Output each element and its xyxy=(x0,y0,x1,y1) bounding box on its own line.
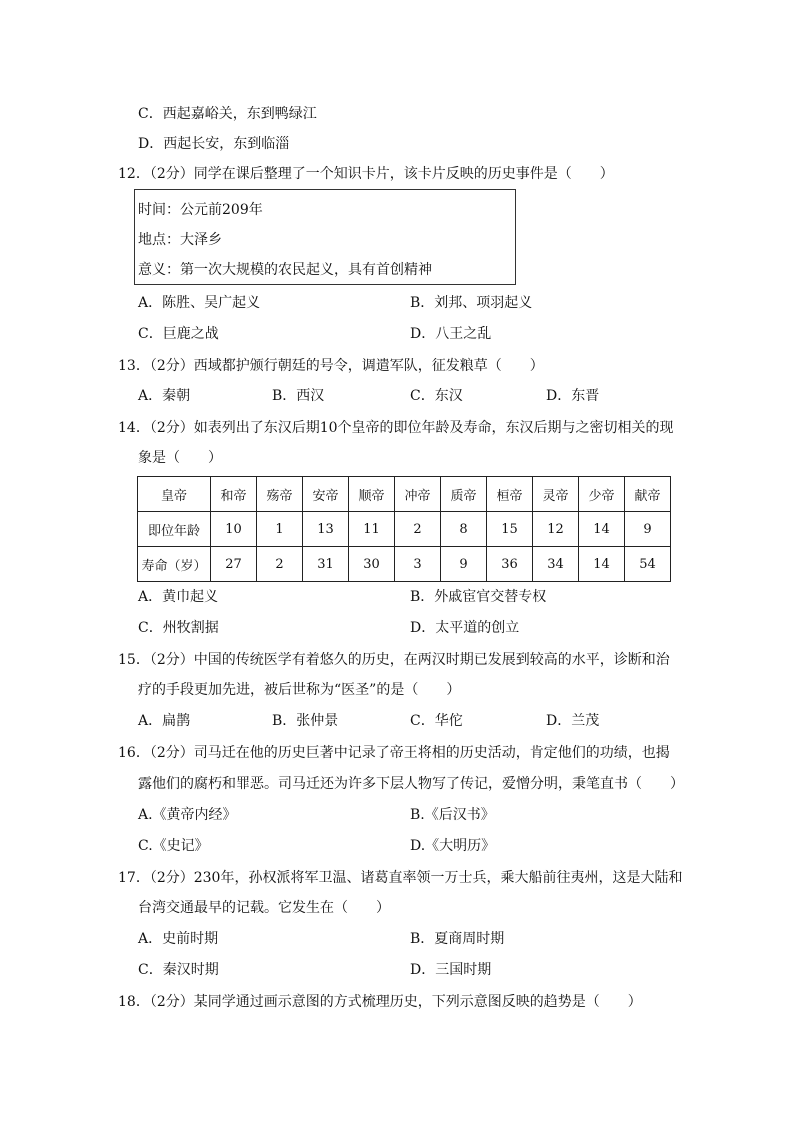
card-meaning: 意义：第一次大规模的农民起义，具有首创精神 xyxy=(138,262,432,278)
table-cell: 1 xyxy=(257,512,303,547)
table-cell: 12 xyxy=(533,512,579,547)
table-cell: 桓帝 xyxy=(487,477,533,512)
table-cell: 安帝 xyxy=(303,477,349,512)
table-cell: 36 xyxy=(487,547,533,582)
q14-stem-line1: 14．（2分）如表列出了东汉后期10个皇帝的即位年龄及寿命，东汉后期与之密切相关的现 xyxy=(118,420,674,436)
table-cell: 2 xyxy=(395,512,441,547)
table-cell: 顺帝 xyxy=(349,477,395,512)
table-cell: 13 xyxy=(303,512,349,547)
q14-stem-line2: 象是（ ） xyxy=(138,450,222,466)
q15-option-c: C．华佗 xyxy=(410,713,463,729)
q13-option-b: B．西汉 xyxy=(272,388,325,404)
q17-stem-line2: 台湾交通最早的记载。它发生在（ ） xyxy=(138,900,390,916)
q12-option-d: D．八王之乱 xyxy=(410,326,492,342)
q15-stem-line2: 疗的手段更加先进，被后世称为“医圣”的是（ ） xyxy=(138,682,461,698)
q17-option-a: A．史前时期 xyxy=(138,931,219,947)
q15-option-d: D．兰茂 xyxy=(546,713,600,729)
table-cell: 2 xyxy=(257,547,303,582)
q16-option-c: C.《史记》 xyxy=(138,838,209,854)
table-cell: 皇帝 xyxy=(138,477,211,512)
q16-option-d: D.《大明历》 xyxy=(410,838,496,854)
q14-option-b: B．外戚宦官交替专权 xyxy=(410,589,547,605)
table-cell: 9 xyxy=(441,547,487,582)
q12-stem: 12．（2分）同学在课后整理了一个知识卡片，该卡片反映的历史事件是（ ） xyxy=(118,166,614,182)
card-place: 地点：大泽乡 xyxy=(138,232,222,248)
q16-stem-line2: 露他们的腐朽和罪恶。司马迁还为许多下层人物写了传记，爱憎分明，秉笔直书（ ） xyxy=(138,776,684,792)
q13-option-a: A．秦朝 xyxy=(138,388,191,404)
table-cell: 少帝 xyxy=(579,477,625,512)
table-cell: 3 xyxy=(395,547,441,582)
table-cell: 灵帝 xyxy=(533,477,579,512)
table-cell: 14 xyxy=(579,547,625,582)
table-header-row xyxy=(138,477,671,512)
q13-stem: 13．（2分）西域都护颁行朝廷的号令，调遣军队，征发粮草（ ） xyxy=(118,358,544,374)
q17-option-d: D．三国时期 xyxy=(410,962,492,978)
q17-stem-line1: 17．（2分）230年，孙权派将军卫温、诸葛直率领一万士兵，乘大船前往夷州，这是大陆和 xyxy=(118,870,683,886)
table-cell: 34 xyxy=(533,547,579,582)
table-cell: 冲帝 xyxy=(395,477,441,512)
table-cell: 9 xyxy=(625,512,671,547)
table-cell: 14 xyxy=(579,512,625,547)
table-row xyxy=(138,512,671,547)
table-cell: 8 xyxy=(441,512,487,547)
table-cell: 31 xyxy=(303,547,349,582)
q15-option-b: B．张仲景 xyxy=(272,713,339,729)
q12-option-a: A．陈胜、吴广起义 xyxy=(138,295,261,311)
table-cell: 质帝 xyxy=(441,477,487,512)
table-row xyxy=(138,547,671,582)
q18-stem: 18．（2分）某同学通过画示意图的方式梳理历史，下列示意图反映的趋势是（ ） xyxy=(118,994,642,1010)
q15-option-a: A．扁鹊 xyxy=(138,713,191,729)
q17-option-c: C．秦汉时期 xyxy=(138,962,219,978)
q12-option-b: B．刘邦、项羽起义 xyxy=(410,295,533,311)
q16-option-b: B.《后汉书》 xyxy=(410,807,495,823)
q12-option-c: C．巨鹿之战 xyxy=(138,326,219,342)
q17-option-b: B．夏商周时期 xyxy=(410,931,505,947)
q16-stem-line1: 16．（2分）司马迁在他的历史巨著中记录了帝王将相的历史活动，肯定他们的功绩，也揭 xyxy=(118,745,670,761)
table-cell: 15 xyxy=(487,512,533,547)
q14-option-c: C．州牧割据 xyxy=(138,620,219,636)
knowledge-card xyxy=(134,189,516,285)
q16-option-a: A.《黄帝内经》 xyxy=(138,807,237,823)
q11-option-d: D．西起长安，东到临淄 xyxy=(138,136,290,152)
table-cell: 27 xyxy=(211,547,257,582)
table-cell: 30 xyxy=(349,547,395,582)
q14-option-d: D．太平道的创立 xyxy=(410,620,520,636)
table-cell: 献帝 xyxy=(625,477,671,512)
table-cell: 和帝 xyxy=(211,477,257,512)
q13-option-d: D．东晋 xyxy=(546,388,600,404)
q13-option-c: C．东汉 xyxy=(410,388,463,404)
q15-stem-line1: 15．（2分）中国的传统医学有着悠久的历史，在两汉时期已发展到较高的水平，诊断和治 xyxy=(118,652,670,668)
q11-option-c: C．西起嘉峪关，东到鸭绿江 xyxy=(138,106,317,122)
table-cell: 殇帝 xyxy=(257,477,303,512)
card-time: 时间：公元前209年 xyxy=(138,202,263,218)
q14-option-a: A．黄巾起义 xyxy=(138,589,219,605)
table-cell: 即位年龄 xyxy=(138,512,211,547)
emperor-table xyxy=(137,476,671,582)
table-cell: 11 xyxy=(349,512,395,547)
table-cell: 寿命（岁） xyxy=(138,547,211,582)
table-cell: 54 xyxy=(625,547,671,582)
table-cell: 10 xyxy=(211,512,257,547)
